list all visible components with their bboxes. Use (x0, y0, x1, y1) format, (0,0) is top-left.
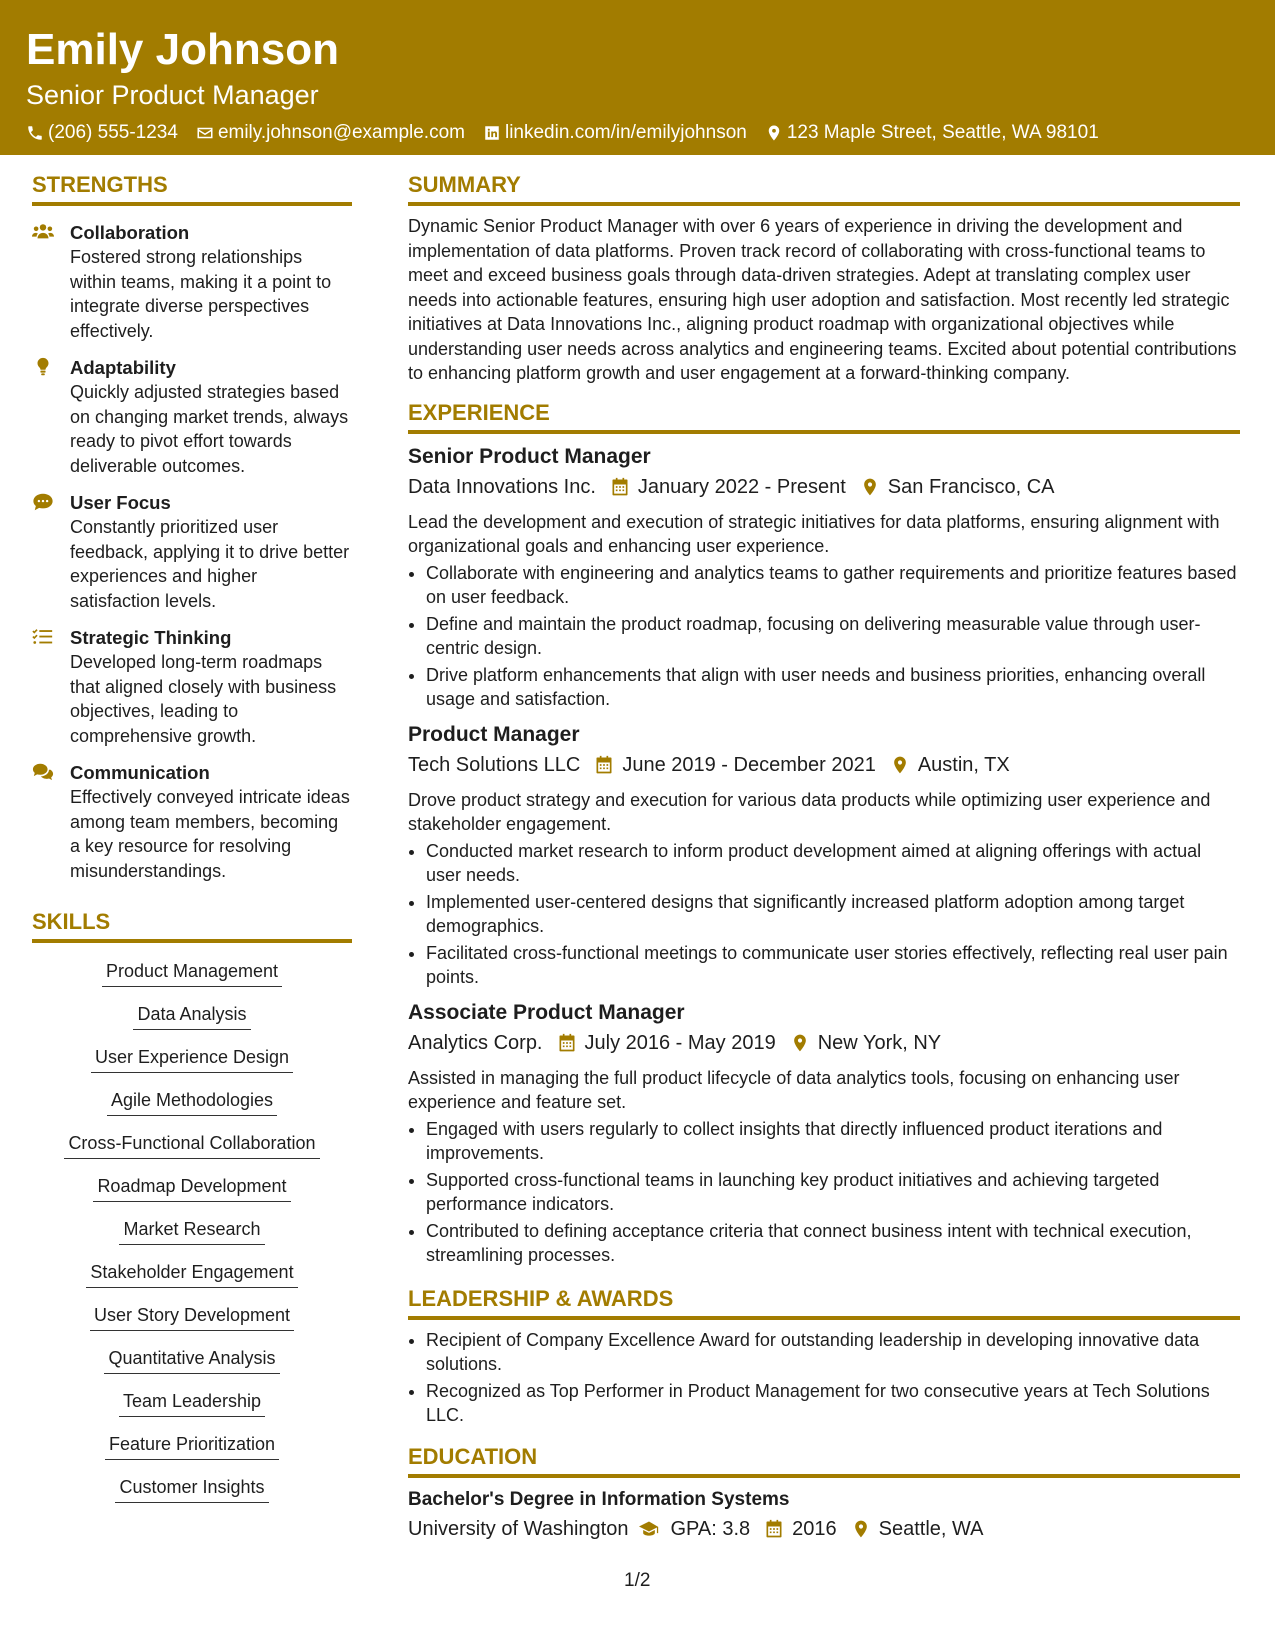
edu-school: University of Washington (408, 1517, 629, 1540)
skill-item: Cross-Functional Collaboration (64, 1130, 319, 1159)
list-item: • Contributed to defining acceptance criteria that connect business intent with technical execution, streamlining processes. (426, 1219, 1240, 1268)
strength-desc: Constantly prioritized user feedback, applying it to drive better experiences and higher satisfaction levels. (70, 517, 350, 611)
strength-desc: Developed long-term roadmaps that aligned closely with business objectives, leading to comprehensive growth. (70, 652, 337, 746)
list-item: • Define and maintain the product roadmap, focusing on delivering measurable value through user-centric design. (426, 612, 1240, 661)
strength-title: Collaboration (70, 222, 190, 243)
skill-item: Market Research (119, 1216, 264, 1245)
strength-desc: Quickly adjusted strategies based on changing market trends, always ready to pivot effort towards deliverable outcomes. (70, 382, 349, 476)
skill-item: Quantitative Analysis (104, 1345, 279, 1374)
edu-degree: Bachelor's Degree in Information Systems (408, 1488, 790, 1510)
list-item: • Facilitated cross-functional meetings to communicate user stories effectively, reflecting real user pain points. (426, 941, 1240, 990)
job-dates: June 2019 - December 2021 (622, 753, 876, 776)
calendar-icon (610, 477, 630, 497)
contact-email[interactable] (196, 122, 465, 144)
job-dates: January 2022 - Present (637, 475, 846, 498)
comment-icon (32, 492, 54, 512)
skill-item: Roadmap Development (93, 1173, 290, 1202)
job-title: Associate Product Manager (408, 1000, 685, 1024)
job-entry (408, 720, 1240, 990)
skill-item: Feature Prioritization (105, 1431, 279, 1460)
education-heading: EDUCATION (408, 1442, 1240, 1478)
left-column (32, 170, 352, 1510)
job-meta (408, 1028, 1240, 1058)
experience-heading: EXPERIENCE (408, 398, 1240, 434)
edu-gpa: GPA: 3.8 (670, 1517, 751, 1540)
job-bullets (408, 1117, 1240, 1268)
job-entry (408, 442, 1240, 712)
job-entry (408, 998, 1240, 1268)
job-company: Data Innovations Inc. (408, 475, 596, 498)
skill-item: Agile Methodologies (107, 1087, 277, 1116)
strength-item (32, 625, 352, 748)
skill-item: User Experience Design (91, 1044, 293, 1073)
summary-heading: SUMMARY (408, 170, 1240, 206)
skill-item: Product Management (102, 958, 282, 987)
job-title: Product Manager (408, 722, 580, 746)
calendar-icon (764, 1519, 784, 1539)
job-meta (408, 750, 1240, 780)
email-text[interactable]: emily.johnson@example.com (217, 122, 465, 143)
job-bullets (408, 839, 1240, 990)
leadership-heading: LEADERSHIP & AWARDS (408, 1284, 1240, 1320)
calendar-icon (557, 1033, 577, 1053)
address-text: 123 Maple Street, Seattle, WA 98101 (786, 122, 1099, 143)
skills-list (32, 951, 352, 1510)
strength-item (32, 220, 352, 343)
candidate-title: Senior Product Manager (26, 80, 319, 110)
list-check-icon (32, 627, 54, 647)
edu-year: 2016 (792, 1517, 837, 1540)
job-desc: Lead the development and execution of strategic initiatives for data platforms, ensuring alignment with organizational goals and enhancing user experience. (408, 511, 1220, 556)
strengths-heading: STRENGTHS (32, 170, 352, 206)
strength-desc: Fostered strong relationships within teams, making it a point to integrate diverse perspectives effectively. (70, 247, 332, 341)
job-desc: Assisted in managing the full product lifecycle of data analytics tools, focusing on enhancing user experience and feature set. (408, 1067, 1180, 1112)
list-item: • Supported cross-functional teams in launching key product initiatives and achieving targeted performance indicators. (426, 1168, 1240, 1217)
job-location: San Francisco, CA (887, 475, 1055, 498)
map-marker-icon (860, 477, 880, 497)
candidate-name: Emily Johnson (26, 25, 339, 74)
strength-title: Adaptability (70, 357, 176, 378)
strength-item (32, 355, 352, 478)
strength-item (32, 490, 352, 613)
skill-item: Stakeholder Engagement (86, 1259, 297, 1288)
list-item: • Collaborate with engineering and analytics teams to gather requirements and prioritize features based on user feedback. (426, 561, 1240, 610)
strength-title: Communication (70, 762, 210, 783)
map-marker-icon (765, 124, 783, 142)
list-item: • Engaged with users regularly to collect insights that directly influenced product iterations and improvements. (426, 1117, 1240, 1166)
edu-meta (408, 1514, 1240, 1544)
job-company: Tech Solutions LLC (408, 753, 581, 776)
job-location: Austin, TX (917, 753, 1010, 776)
envelope-icon (196, 124, 214, 142)
list-item: • Recognized as Top Performer in Product Management for two consecutive years at Tech Solutions LLC. (426, 1379, 1240, 1428)
calendar-icon (594, 755, 614, 775)
phone-icon (26, 124, 44, 142)
linkedin-text[interactable]: linkedin.com/in/emilyjohnson (504, 122, 747, 143)
map-marker-icon (790, 1033, 810, 1053)
list-item: • Recipient of Company Excellence Award for outstanding leadership in developing innovative data solutions. (426, 1328, 1240, 1377)
skill-item: Team Leadership (119, 1388, 265, 1417)
map-marker-icon (851, 1519, 871, 1539)
job-bullets (408, 561, 1240, 712)
skills-heading: SKILLS (32, 907, 352, 943)
leadership-list (408, 1328, 1240, 1428)
job-dates: July 2016 - May 2019 (584, 1031, 776, 1054)
comments-icon (32, 762, 54, 782)
summary-text: Dynamic Senior Product Manager with over 6 years of experience in driving the development and implementation of data platforms. Proven track record of collaborating with cross-functional teams to meet and exceed business goals through data-driven strategies. Adept at translating complex user needs into actionable features, ensuring high user adoption and satisfaction. Most recently led strategic initiatives at Data Innovations Inc., aligning product roadmap with organizational objectives while understanding user needs across analytics and engineering teams. Excited about potential contributions to enhancing platform growth and user engagement at a forward-thinking company. (408, 216, 1237, 383)
strength-title: User Focus (70, 492, 171, 513)
strength-item (32, 760, 352, 883)
users-icon (32, 222, 54, 242)
skill-item: Customer Insights (115, 1474, 268, 1503)
linkedin-icon (483, 124, 501, 142)
strength-desc: Effectively conveyed intricate ideas among team members, becoming a key resource for resolving misunderstandings. (70, 787, 350, 881)
contact-phone (26, 122, 178, 144)
contact-bar (26, 122, 1249, 144)
job-company: Analytics Corp. (408, 1031, 543, 1054)
skill-item: Data Analysis (133, 1001, 250, 1030)
job-title: Senior Product Manager (408, 444, 651, 468)
job-meta (408, 472, 1240, 502)
graduation-cap-icon (636, 1519, 662, 1539)
right-column (408, 170, 1240, 1552)
lightbulb-icon (32, 357, 54, 377)
page-number: 1/2 (624, 1570, 651, 1591)
edu-location: Seattle, WA (878, 1517, 984, 1540)
job-location: New York, NY (817, 1031, 942, 1054)
phone-text: (206) 555-1234 (48, 122, 178, 143)
list-item: • Implemented user-centered designs that significantly increased platform adoption among target demographics. (426, 890, 1240, 939)
resume-header (0, 0, 1275, 155)
contact-address (765, 122, 1099, 144)
map-marker-icon (890, 755, 910, 775)
job-desc: Drove product strategy and execution for various data products while optimizing user experience and stakeholder engagement. (408, 789, 1211, 834)
contact-linkedin[interactable] (483, 122, 747, 144)
list-item: • Conducted market research to inform product development aimed at aligning offerings with actual user needs. (426, 839, 1240, 888)
skill-item: User Story Development (90, 1302, 294, 1331)
list-item: • Drive platform enhancements that align with user needs and business priorities, enhancing overall usage and satisfaction. (426, 663, 1240, 712)
strength-title: Strategic Thinking (70, 627, 232, 648)
